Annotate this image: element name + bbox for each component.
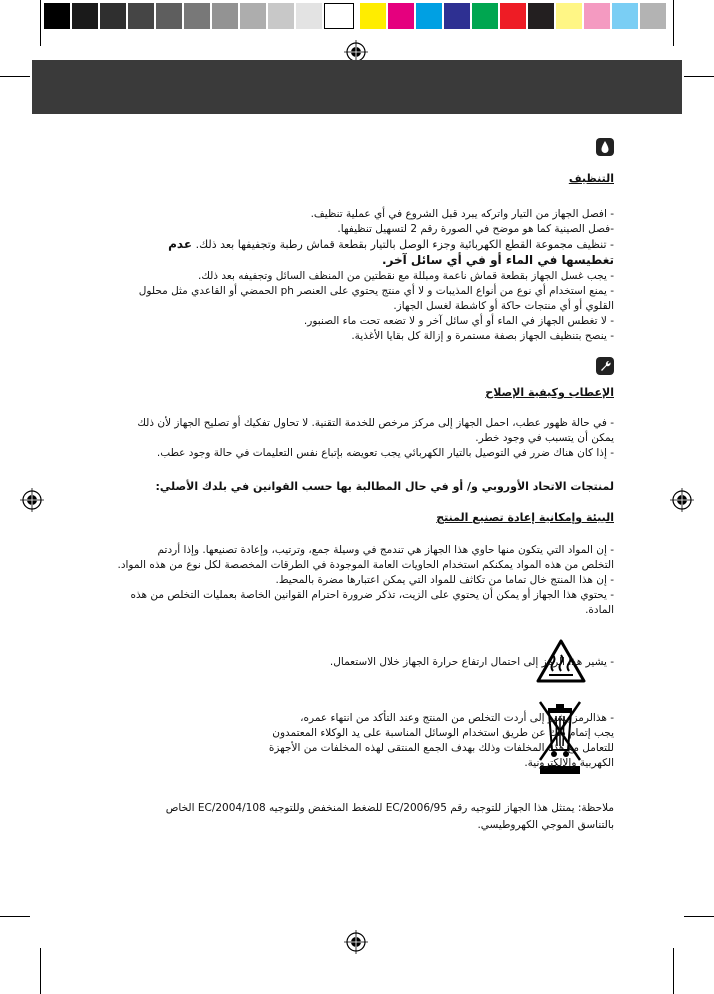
cleaning-line: - تنظيف مجموعة القطع الكهربائية وجزء الوصل بالتيار بقطعة قماش رطبة وتجفيفها بعد ذلك. عدم <box>168 237 614 251</box>
wrench-icon <box>596 357 614 375</box>
color-swatch <box>444 3 470 29</box>
hot-surface-text: - يشير هذا الرمز إلى احتمال ارتفاع حرارة الجهاز خلال الاستعمال. <box>329 656 614 668</box>
cleaning-line: - لا تغطس الجهاز في الماء أو أي سائل آخر و لا تضعه تحت ماء الصنبور. <box>303 315 614 327</box>
repair-heading: الإعطاب وكيفية الإصلاح <box>485 386 614 399</box>
environment-heading: البيئة وإمكانية إعادة تصنيع المنتج <box>436 511 614 524</box>
color-swatch <box>128 3 154 29</box>
color-swatch <box>500 3 526 29</box>
registration-mark-icon <box>20 488 44 512</box>
weee-line: للتعامل مع هذه المخلفات وذلك بهدف الجمع المنتقى لهذه المخلفات من الأجهزة <box>268 742 614 754</box>
cleaning-line: - ينصح بتنظيف الجهاز بصفة مستمرة و إزالة كل بقايا الأغذية. <box>351 330 614 342</box>
color-swatch <box>640 3 666 29</box>
crop-mark <box>673 948 674 994</box>
cleaning-bold-inline: عدم <box>168 237 193 251</box>
crop-mark <box>40 948 41 994</box>
color-swatch <box>584 3 610 29</box>
color-swatch <box>212 3 238 29</box>
color-swatch <box>156 3 182 29</box>
compliance-line: بالتناسق الموجي الكهروطيسي. <box>477 819 614 831</box>
environment-line: - إن المواد التي يتكون منها حاوي هذا الجهاز هي تندمج في وسيلة جمع، وترتيب، وإعادة تصنيعها. وإذا أردتم <box>157 544 614 556</box>
crop-mark <box>0 76 30 77</box>
crop-mark <box>0 916 30 917</box>
color-swatch <box>472 3 498 29</box>
weee-line: - هذالرمز يشير إلى أردت التخلص من المنتج وعند التأكد من انتهاء عمره، <box>300 712 614 724</box>
color-swatch <box>296 3 322 29</box>
color-swatch <box>72 3 98 29</box>
color-swatch <box>612 3 638 29</box>
cleaning-line: القلوي أو أي منتجات حاكة أو كاشطة لغسل الجهاز. <box>393 300 614 312</box>
header-bar <box>32 60 682 114</box>
weee-line: الكهربية والالكترونية. <box>524 757 614 769</box>
eu-note: لمنتجات الاتحاد الأوروبي و/ أو في حال المطالبة بها حسب القوانين في بلدك الأصلي: <box>155 480 614 493</box>
color-swatch <box>528 3 554 29</box>
cleaning-bold-line: تغطيسها في الماء أو في أي سائل آخر. <box>381 253 614 267</box>
cleaning-heading: التنظيف <box>568 172 614 185</box>
color-swatch <box>184 3 210 29</box>
color-swatch <box>100 3 126 29</box>
cleaning-line: - يمنع استخدام أي نوع من أنواع المذيبات و لا أي منتج يحتوي على العنصر ph الحمضي أو القاعدي مثل محلول <box>138 285 614 297</box>
water-drop-icon <box>596 138 614 156</box>
crop-mark <box>684 916 714 917</box>
weee-line: يجب إتمام ذلك عن طريق استخدام الوسائل المناسبة على يد الوكلاء المعتمدون <box>272 727 614 739</box>
color-swatch <box>44 3 70 29</box>
header-tab <box>652 60 682 74</box>
color-swatch <box>324 3 354 29</box>
color-swatch <box>268 3 294 29</box>
registration-mark-icon <box>670 488 694 512</box>
cleaning-line: - يجب غسل الجهاز بقطعة قماش ناعمة ومبللة مع نقطتين من المنظف السائل وتجفيفه بعد ذلك. <box>197 270 614 282</box>
color-swatch <box>416 3 442 29</box>
environment-line: المادة. <box>585 604 614 616</box>
repair-line: يمكن أن يتسبب في وجود خطر. <box>475 432 614 444</box>
repair-line: - إذا كان هناك ضرر في التوصيل بالتيار الكهربائي يجب تعويضه بإتباع نفس التعليمات في حالة وجود عطب. <box>156 447 614 459</box>
color-swatch <box>388 3 414 29</box>
environment-line: - إن هذا المنتج خال تماما من تكاثف للمواد التي يمكن اعتبارها مضرة بالمحيط. <box>275 574 614 586</box>
environment-line: - يحتوي هذا الجهاز أو يمكن أن يحتوي على الزيت، تذكر ضرورة احترام القوانين الخاصة بعمليات التخلص من هذه <box>130 589 614 601</box>
crop-mark <box>40 0 41 46</box>
color-swatch <box>240 3 266 29</box>
compliance-line: ملاحظة: يمتثل هذا الجهاز للتوجيه رقم EC/2006/95 للضغط المنخفض وللتوجيه EC/2004/108 الخاص <box>165 802 614 814</box>
environment-line: التخلص من هذه المواد يمكنكم استخدام الحاويات العامة الموجودة في الطرقات المخصصة لكل نوع من هذه المواد. <box>117 559 614 571</box>
cleaning-line: - افصل الجهاز من التيار واتركه يبرد قبل الشروع في أي عملية تنظيف. <box>310 208 614 220</box>
color-swatch <box>360 3 386 29</box>
crop-mark <box>673 0 674 46</box>
registration-mark-icon <box>344 930 368 954</box>
cleaning-line: -فصل الصينية كما هو موضح في الصورة رقم 2 لتسهيل تنظيفها. <box>337 223 614 235</box>
crop-mark <box>684 76 714 77</box>
color-swatch <box>556 3 582 29</box>
repair-line: - في حالة ظهور عطب، احمل الجهاز إلى مركز مرخص للخدمة التقنية. لا تحاول تفكيك أو تصليح الجهاز لأن ذلك <box>137 417 614 429</box>
